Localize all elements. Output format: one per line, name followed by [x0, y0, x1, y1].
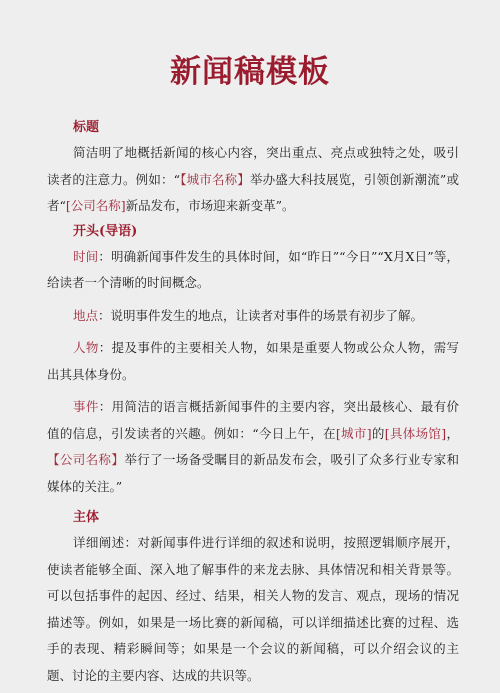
event-text-1: ：用简洁的语言概括新闻事件的主要内容，突出最核心、最有价值的信息，引发读者的兴趣。例如：“今日上午，在 — [47, 399, 459, 441]
time-label: 时间 — [73, 248, 99, 264]
place-label: 地点 — [73, 307, 99, 323]
lead-event-paragraph — [47, 394, 459, 500]
event-text-4: 举行了一场备受瞩目的新品发布会，吸引了众多行业专家和媒体的关注。” — [47, 452, 459, 494]
headline-text-2: 举办盛大科技展览，引领创新潮流”或者“ — [47, 171, 459, 213]
body-label: 详细阐述 — [73, 535, 125, 550]
lead-place-paragraph — [47, 303, 459, 330]
document-title: 新闻稿模板 — [170, 54, 330, 90]
event-label: 事件 — [73, 399, 99, 414]
placeholder-venue: [具体场馆] — [384, 425, 447, 441]
placeholder-city-name: 【城市名称】 — [180, 171, 250, 187]
event-text-3: ， — [446, 425, 459, 441]
section-heading-body: 主体 — [73, 510, 100, 525]
placeholder-city: [城市] — [335, 425, 372, 441]
placeholder-company: 【公司名称】 — [47, 452, 125, 467]
time-text: ：明确新闻事件发生的具体时间，如“昨日”“今日”“X月X日”等，给读者一个清晰的时间概念。 — [47, 248, 459, 290]
placeholder-company-name: [公司名称] — [65, 198, 126, 213]
lead-people-paragraph — [47, 335, 459, 388]
lead-time-paragraph — [47, 244, 459, 297]
event-text-2: 的 — [371, 425, 385, 441]
headline-paragraph — [47, 140, 459, 220]
people-label: 人物 — [73, 340, 99, 355]
body-text: ：对新闻事件进行详细的叙述和说明，按照逻辑顺序展开，使读者能够全面、深入地了解事件的来龙去脉、具体情况和相关背景等。可以包括事件的起因、经过、结果，相关人物的发言、观点，现场的情况描述等。例如，如果是一场比赛的新闻稿，可以详细描述比赛的过程、选手的表现、精彩瞬间等；如果是一个会议的新闻稿，可以介绍会议的主题、讨论的主要内容、达成的共识等。 — [47, 535, 459, 683]
body-paragraph — [47, 530, 459, 689]
people-text: ：提及事件的主要相关人物，如果是重要人物或公众人物，需写出其具体身份。 — [47, 340, 459, 382]
place-text: ：说明事件发生的地点，让读者对事件的场景有初步了解。 — [98, 307, 424, 323]
section-heading-headline: 标题 — [73, 120, 100, 135]
document-content — [47, 116, 459, 689]
headline-text-3: 新品发布，市场迎来新变革”。 — [125, 198, 295, 213]
headline-text-1: 简洁明了地概括新闻的核心内容，突出重点、亮点或独特之处，吸引读者的注意力。例如：“ — [47, 145, 459, 187]
section-heading-lead: 开头(导语) — [73, 223, 138, 239]
